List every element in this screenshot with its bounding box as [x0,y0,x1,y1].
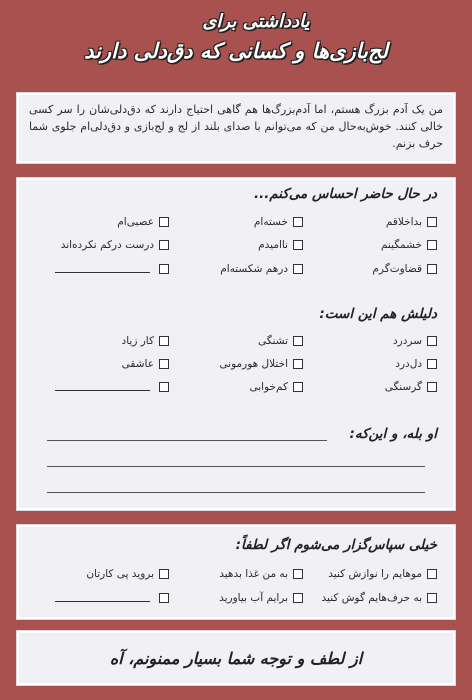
option-label: عاشقی [121,358,154,370]
checkbox[interactable] [293,382,303,392]
feelings-title: در حال حاضر احساس می‌کنم... [253,186,437,202]
header-subtitle: یادداشتی برای [202,11,310,32]
blank-line[interactable] [55,272,150,273]
checkbox[interactable] [293,264,303,274]
feelings-option-other[interactable] [35,260,169,278]
reasons-option[interactable] [169,378,303,396]
checkbox[interactable] [159,569,169,579]
reasons-option[interactable] [303,332,437,350]
feelings-row-2 [35,236,437,254]
option-label: کم‌خوابی [249,381,288,393]
write-line[interactable] [47,492,425,493]
header [20,10,452,66]
reasons-option[interactable] [169,332,303,350]
thanks-panel [16,524,456,620]
reasons-row-2 [35,355,437,373]
reasons-option-other[interactable] [35,378,169,396]
feelings-option[interactable] [169,213,303,231]
feelings-option[interactable] [35,213,169,231]
feelings-option[interactable] [303,213,437,231]
option-label: سردرد [392,335,422,347]
checkbox[interactable] [427,359,437,369]
checkbox[interactable] [159,217,169,227]
requests-option[interactable] [169,589,303,607]
option-label: دل‌درد [395,358,422,370]
option-label: بداخلاقم [385,216,422,228]
requests-option[interactable] [303,565,437,583]
requests-option[interactable] [303,589,437,607]
option-label: درهم شکسته‌ام [220,263,288,275]
feelings-row-1 [35,213,437,231]
checkbox[interactable] [159,264,169,274]
reasons-option[interactable] [169,355,303,373]
option-label: ناامیدم [258,239,288,251]
option-label: برایم آب بیاورید [219,592,288,604]
option-label: عصبی‌ام [117,216,154,228]
option-label: قضاوت‌گرم [372,263,422,275]
checkbox[interactable] [427,593,437,603]
reasons-row-3 [35,378,437,396]
checkbox[interactable] [427,382,437,392]
option-label: به من غذا بدهید [219,568,288,580]
checkbox[interactable] [293,359,303,369]
option-label: خشمگینم [380,239,422,251]
blank-line[interactable] [55,390,150,391]
checkbox[interactable] [427,217,437,227]
requests-option[interactable] [35,565,169,583]
checkbox[interactable] [293,217,303,227]
reasons-title: دلیلش هم این است: [319,306,437,322]
feelings-option[interactable] [169,260,303,278]
checkbox[interactable] [427,569,437,579]
option-label: گرسنگی [384,381,422,393]
option-label: درست درکم نکرده‌اند [60,239,154,251]
also-title: او بله، و این‌که: [349,426,437,442]
requests-option[interactable] [169,565,303,583]
feelings-option[interactable] [35,236,169,254]
checkbox[interactable] [427,240,437,250]
reasons-option[interactable] [35,355,169,373]
header-title: لج‌بازی‌ها و کسانی که دق‌دلی دارند [84,39,388,63]
checkbox[interactable] [293,593,303,603]
checkbox[interactable] [159,240,169,250]
reasons-option[interactable] [303,378,437,396]
checkbox[interactable] [427,336,437,346]
write-line[interactable] [47,440,327,441]
checkbox[interactable] [159,336,169,346]
requests-title: خیلی سپاس‌گزار می‌شوم اگر لطفاً: [235,537,437,553]
feelings-option[interactable] [303,236,437,254]
requests-option-other[interactable] [35,589,169,607]
checkbox[interactable] [293,240,303,250]
option-label: موهایم را نوازش کنید [328,568,422,580]
form-panel [16,177,456,511]
write-line[interactable] [47,466,425,467]
footer-panel [16,630,456,686]
feelings-option[interactable] [169,236,303,254]
requests-row-1 [35,565,437,583]
footer-text: از لطف و توجه شما بسیار ممنونم، آه [109,648,363,668]
option-label: اختلال هورمونی [219,358,288,370]
option-label: کار زیاد [121,335,154,347]
checkbox[interactable] [293,569,303,579]
reasons-option[interactable] [303,355,437,373]
intro-panel [16,92,456,164]
intro-text: من یک آدم بزرگ هستم، اما آدم‌بزرگ‌ها هم گاهی احتیاج دارند که دق‌دلی‌شان را سر کسی خالی کنند. خوش‌به‌حال من که می‌توانم با صدای بلند از لج و لج‌بازی و دق‌دلی‌ام جلوی شما حرف بزنم. [29,103,443,150]
feelings-option[interactable] [303,260,437,278]
reasons-row-1 [35,332,437,350]
option-label: خسته‌ام [253,216,288,228]
blank-line[interactable] [55,601,150,602]
checkbox[interactable] [159,382,169,392]
checkbox[interactable] [427,264,437,274]
reasons-option[interactable] [35,332,169,350]
requests-row-2 [35,589,437,607]
feelings-row-3 [35,260,437,278]
option-label: به حرف‌هایم گوش کنید [321,592,422,604]
option-label: بروید پی کارتان [86,568,154,580]
option-label: تشنگی [257,335,288,347]
checkbox[interactable] [293,336,303,346]
checkbox[interactable] [159,593,169,603]
checkbox[interactable] [159,359,169,369]
